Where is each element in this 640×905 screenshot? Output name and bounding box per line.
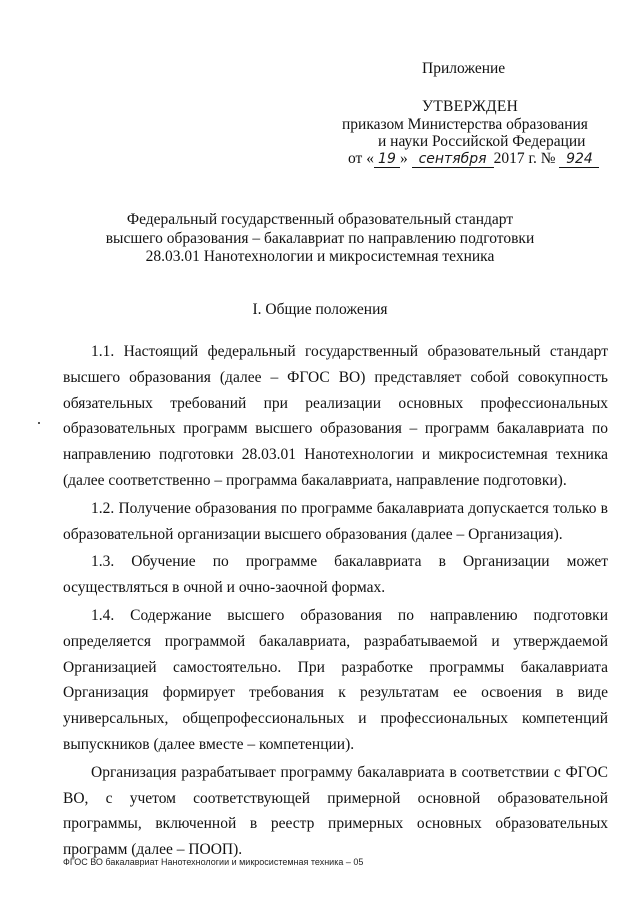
title-line-2: высшего образования – бакалавриат по направлению подготовки bbox=[105, 229, 535, 247]
body-text bbox=[63, 339, 608, 863]
paragraph-1-2: 1.2. Получение образования по программе бакалавриата допускается только в образовательной организации высшего образования (далее – Организация). bbox=[63, 499, 608, 543]
approved-label: УТВЕРЖДЕН bbox=[422, 98, 519, 115]
order-line-federation: и науки Российской Федерации bbox=[378, 133, 586, 150]
appendix-label: Приложение bbox=[422, 60, 506, 77]
order-date-line bbox=[348, 150, 599, 168]
paragraph-1-3: 1.3. Обучение по программе бакалавриата в Организации может осуществляться в очной и очно-заочной формах. bbox=[63, 553, 608, 597]
paragraph-1-4: 1.4. Содержание высшего образования по направлению подготовки определяется программой бакалавриата, разрабатываемой и утверждаемой Организацией самостоятельно. При разработке программы бакалавриата Организация формирует требования к результатам ее освоения в виде универсальных, общепрофессиональных и профессиональных компетенций выпускников (далее вместе – компетенции). bbox=[63, 606, 608, 753]
title-line-3: 28.03.01 Нанотехнологии и микросистемная техника bbox=[145, 248, 495, 265]
handwritten-day: 19 bbox=[374, 152, 400, 168]
page-footer: ФГОС ВО бакалавриат Нанотехнологии и микросистемная техника – 05 bbox=[63, 857, 364, 867]
scan-mark bbox=[38, 422, 40, 424]
paragraph-organization: Организация разрабатывает программу бакалавриата в соответствии с ФГОС ВО, с учетом соответствующей примерной основной образовательной программы, включенной в реестр примерных основных образовательных программ (далее – ПООП). bbox=[63, 763, 608, 859]
date-prefix: от « bbox=[348, 150, 374, 167]
title-line-1: Федеральный государственный образовательный стандарт bbox=[126, 211, 514, 228]
handwritten-month: сентября bbox=[412, 152, 494, 168]
document-title bbox=[0, 211, 640, 267]
date-year: 2017 г. № bbox=[493, 150, 556, 167]
paragraph-1-1: 1.1. Настоящий федеральный государственный образовательный стандарт высшего образования (далее – ФГОС ВО) представляет собой совокупность обязательных требований при реализации основных профессиональных образовательных программ высшего образования – программ бакалавриата по направлению подготовки 28.03.01 Нанотехнологии и микросистемная техника (далее соответственно – программа бакалавриата, направление подготовки). bbox=[63, 343, 608, 489]
section-heading: I. Общие положения bbox=[252, 301, 388, 318]
order-line-ministry: приказом Министерства образования bbox=[342, 116, 588, 133]
date-mid: » bbox=[399, 150, 408, 167]
handwritten-order-number: 924 bbox=[559, 152, 599, 168]
